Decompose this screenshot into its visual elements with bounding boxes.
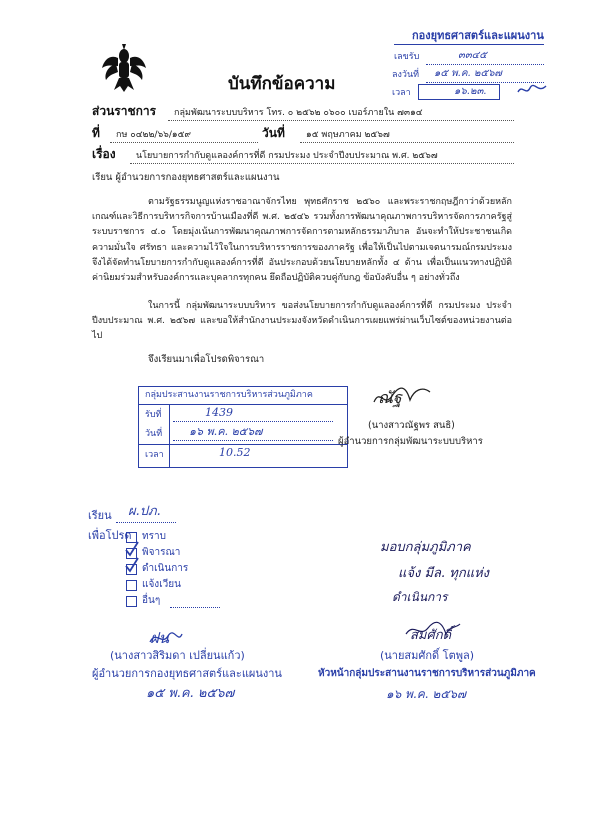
- stamp-mid-dots-2: [173, 440, 333, 441]
- stamp-mid-org: กลุ่มประสานงานราชการบริหารส่วนภูมิภาค: [145, 390, 313, 400]
- stamp-mid-vline: [169, 404, 170, 467]
- stamp-mid-no-label: รับที่: [145, 410, 162, 420]
- signer2-name: (นางสาวสิริมดา เปลี่ยนแก้ว): [110, 649, 245, 662]
- date-dots: [300, 142, 514, 143]
- signer2-position: ผู้อำนวยการกองยุทธศาสตร์และแผนงาน: [92, 667, 282, 680]
- option-other-checkbox: [126, 596, 137, 607]
- date-value: ๑๕ พฤษภาคม ๒๕๖๗: [306, 130, 390, 140]
- date-label: วันที่: [262, 126, 285, 140]
- stamp-mid-time-label: เวลา: [145, 450, 164, 460]
- option-acknowledge-label: ทราบ: [142, 531, 166, 542]
- department-dots: [168, 120, 514, 121]
- ref-dots: [110, 142, 258, 143]
- signer3-signature-stroke: [402, 618, 462, 642]
- signer2-date: ๑๕ พ.ค. ๒๕๖๗: [146, 686, 235, 701]
- stamp-org-underline: [394, 44, 544, 45]
- subject-dots: [130, 163, 514, 164]
- subject-value: นโยบายการกำกับดูแลองค์การที่ดี กรมประมง ประจำปีงบประมาณ พ.ศ. ๒๕๖๗: [136, 151, 438, 161]
- stamp-bottom-box: [418, 84, 500, 100]
- garuda-emblem: [100, 44, 148, 94]
- stamp-org: กองยุทธศาสตร์และแผนงาน: [412, 29, 544, 42]
- stamp-mid-dots-1: [173, 421, 333, 422]
- stamp-time: ๑๖.๒๓.: [454, 86, 487, 97]
- routing-to-value: ผ.ปภ.: [128, 504, 161, 519]
- ref-label: ที่: [92, 126, 100, 140]
- option-consider-label: พิจารณา: [142, 547, 181, 558]
- option-other-label: อื่นๆ: [142, 595, 161, 606]
- signer3-signature: สมศักดิ์: [410, 628, 452, 643]
- ref-value: กษ ๐๔๒๒/๖๖/๑๕๙: [116, 130, 192, 140]
- option-circulate-label: แจ้งเวียน: [142, 579, 181, 590]
- signer1-position: ผู้อำนวยการกลุ่มพัฒนาระบบบริหาร: [338, 436, 483, 447]
- stamp-mid: [138, 386, 348, 468]
- stamp-time-label: เวลา: [392, 88, 411, 98]
- received-stamp-top: [388, 24, 558, 108]
- right-note-line1: มอบกลุ่มภูมิภาค: [380, 540, 471, 555]
- option-proceed-check-icon: [124, 556, 140, 574]
- stamp-receipt-no: ๓๓๔๕: [458, 50, 487, 61]
- subject-label: เรื่อง: [92, 147, 116, 161]
- signer1-name: (นางสาวณัฐพร สนธิ): [368, 420, 455, 431]
- department-label: ส่วนราชการ: [92, 104, 157, 118]
- option-circulate-checkbox: [126, 580, 137, 591]
- stamp-initial-mark: [516, 82, 548, 98]
- signer1-signature: ณัฐ: [378, 388, 402, 407]
- stamp-mid-divider-2: [139, 444, 347, 445]
- signer2-signature-stroke: [146, 628, 186, 648]
- department-value: กลุ่มพัฒนาระบบบริหาร โทร. ๐ ๒๕๖๒ ๐๖๐๐ เบอร์ภายใน ๗๓๑๔: [174, 108, 423, 118]
- stamp-mid-date-label: วันที่: [145, 429, 163, 439]
- signer1-signature-stroke: [370, 382, 440, 410]
- right-note-line2: แจ้ง มีล. ทุกแห่ง: [398, 566, 490, 581]
- signer3-position: หัวหน้ากลุ่มประสานงานราชการบริหารส่วนภูมิภาค: [318, 668, 536, 679]
- stamp-date: ๑๕ พ.ค. ๒๕๖๗: [434, 68, 502, 79]
- routing-to-dots: [116, 522, 176, 523]
- signer3-name: (นายสมศักดิ์ โตพูล): [380, 649, 475, 662]
- stamp-mid-time: 10.52: [219, 446, 251, 459]
- option-other-dots: [170, 607, 220, 608]
- option-proceed-label: ดำเนินการ: [142, 563, 189, 574]
- stamp-date-label: ลงวันที่: [392, 70, 420, 80]
- salutation: เรียน ผู้อำนวยการกองยุทธศาสตร์และแผนงาน: [92, 172, 280, 183]
- stamp-mid-no: 1439: [205, 406, 233, 419]
- body-paragraph-1: ตามรัฐธรรมนูญแห่งราชอาณาจักรไทย พุทธศักราช ๒๕๖๐ และพระราชกฤษฎีกาว่าด้วยหลักเกณฑ์และวิธีการบริหารกิจการบ้านเมืองที่ดี พ.ศ. ๒๕๔๖ รวมทั้งการพัฒนาคุณภาพการบริหารจัดการภาครัฐสู่ระบบราชการ ๔.๐ โดยมุ่งเน้นการพัฒนาคุณภาพการจัดการตามหลักธรรมาภิบาล อันจะทำให้ประชาชนเกิดความมั่นใจ ศรัทธา และความไว้ใจในการบริหารราชการของภาครัฐ เพื่อให้เป็นไปตามเจตนารมณ์กรมประมง จึงได้จัดทำนโยบายการกำกับดูแลองค์การที่ดี อันประกอบด้วยนโยบายหลักทั้ง ๔ ด้าน เพื่อเป็นแนวทางปฏิบัติ ค่านิยมร่วมสำหรับองค์การและบุคลากรทุกคน ยึดถือปฏิบัติควบคู่กับกฎ ข้อบังคับอื่น ๆ อย่างทั่วถึง: [92, 197, 512, 284]
- routing-to-label: เรียน: [88, 509, 112, 522]
- body-paragraph-2: ในการนี้ กลุ่มพัฒนาระบบบริหาร ขอส่งนโยบายการกำกับดูแลองค์การที่ดี กรมประมง ประจำปีงบประมาณ พ.ศ. ๒๕๖๗ และขอให้สำนักงานประมงจังหวัดดำเนินการเผยแพร่ผ่านเว็บไซต์ของหน่วยงานต่อไป: [92, 301, 512, 342]
- stamp-mid-date: ๑๖ พ.ค. ๒๕๖๗: [189, 425, 263, 438]
- signer2-signature: ฝน: [150, 629, 170, 647]
- closing-line: จึงเรียนมาเพื่อโปรดพิจารณา: [148, 354, 265, 365]
- document-title: บันทึกข้อความ: [228, 74, 336, 94]
- stamp-dots-1: [426, 64, 544, 65]
- stamp-receipt-no-label: เลขรับ: [394, 52, 420, 62]
- routing-purpose-label: เพื่อโปรด: [88, 529, 132, 542]
- right-note-line3: ดำเนินการ: [392, 590, 448, 604]
- signer3-date: ๑๖ พ.ค. ๒๕๖๗: [386, 687, 467, 701]
- stamp-mid-divider: [139, 404, 347, 405]
